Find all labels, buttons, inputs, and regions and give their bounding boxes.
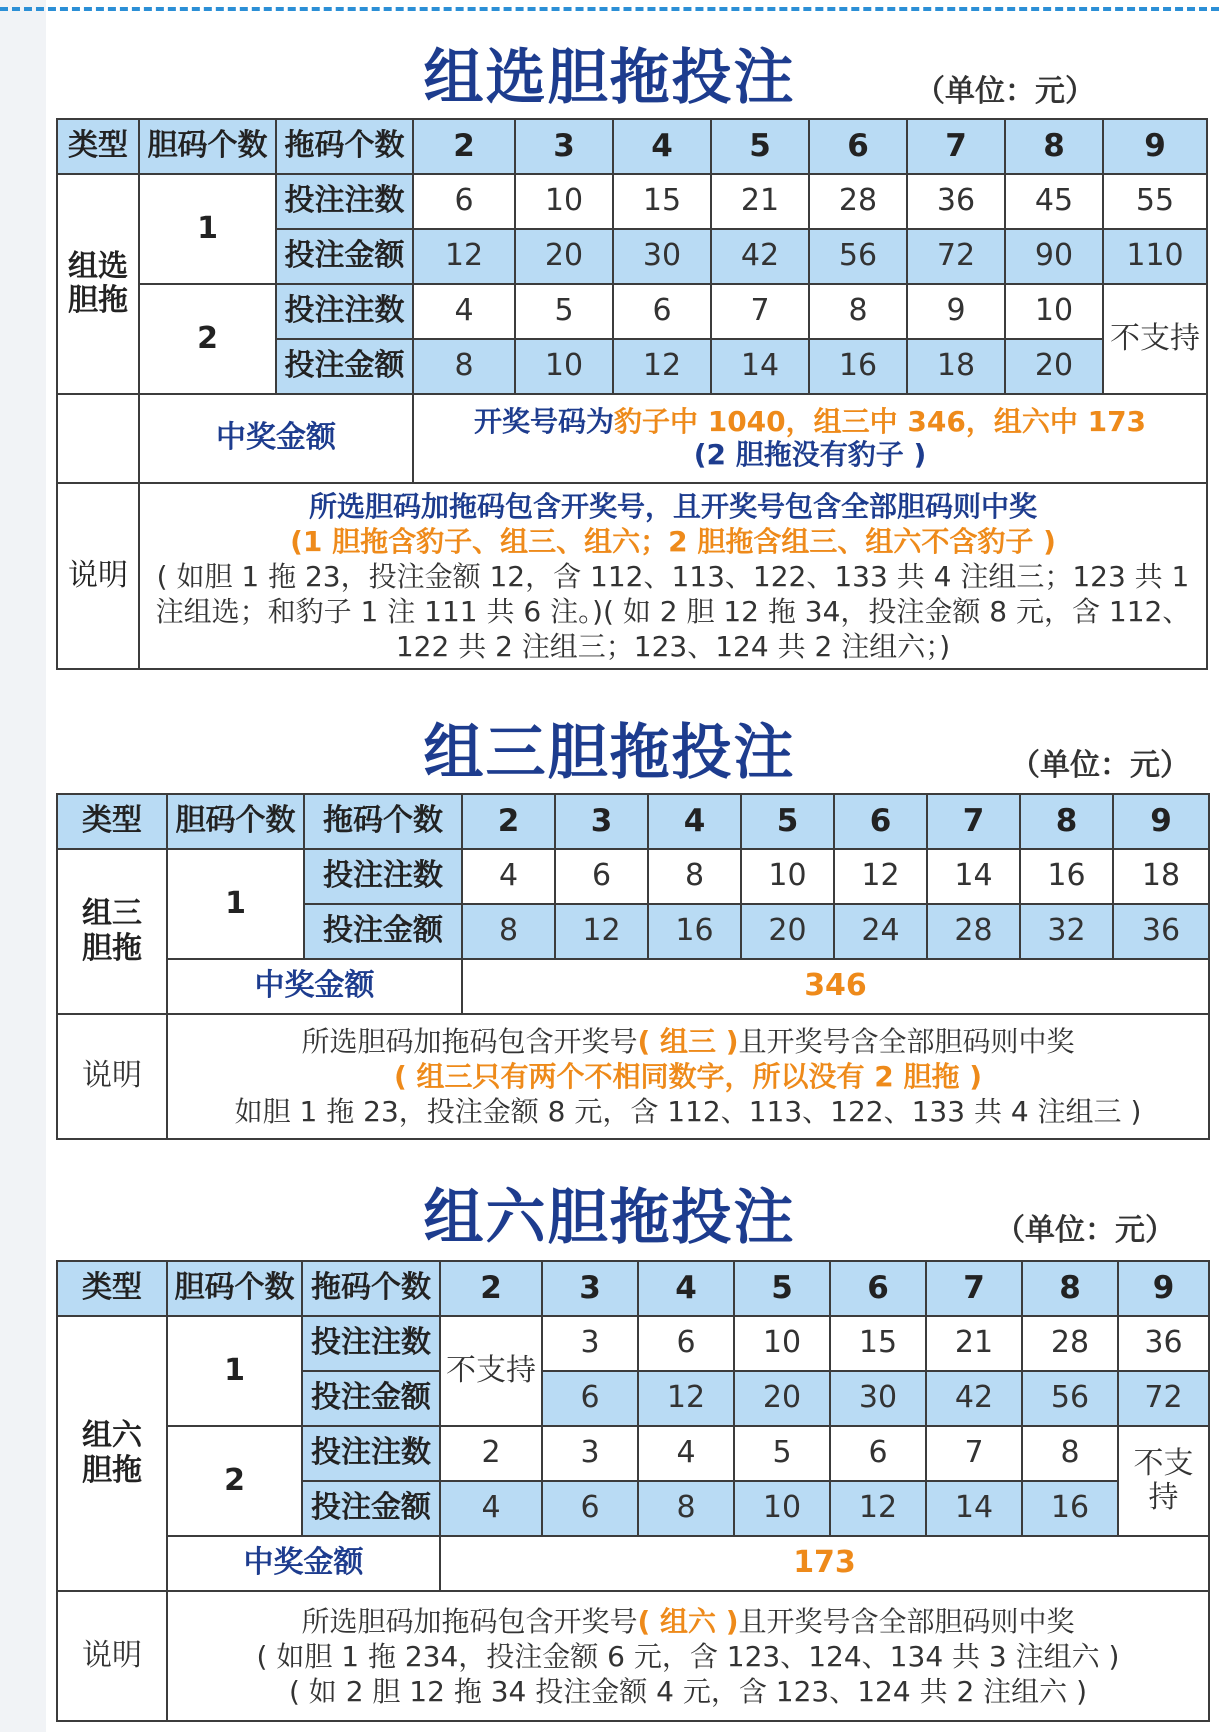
header-col: 9 <box>1113 794 1209 849</box>
note-row <box>57 1591 1209 1721</box>
bets-cell: 36 <box>907 174 1005 229</box>
amount-cell: 12 <box>555 904 648 959</box>
table-row <box>57 1426 1209 1481</box>
note-highlight: ( 组三 ) <box>637 1025 739 1058</box>
amount-cell: 16 <box>809 339 907 394</box>
dan-count-cell: 1 <box>167 1316 302 1426</box>
bets-cell: 45 <box>1005 174 1103 229</box>
amount-cell: 24 <box>834 904 927 959</box>
amount-cell: 42 <box>711 229 809 284</box>
header-col: 7 <box>926 1261 1022 1316</box>
prize-row <box>57 959 1209 1014</box>
note-content <box>139 483 1207 669</box>
prize-row <box>57 394 1207 483</box>
unit-label: （单位：元） <box>995 1213 1175 1248</box>
table-row <box>57 174 1207 229</box>
bets-cell: 8 <box>809 284 907 339</box>
header-col: 8 <box>1005 119 1103 174</box>
header-col: 5 <box>711 119 809 174</box>
header-type: 类型 <box>57 794 167 849</box>
dan-count-cell: 1 <box>167 849 304 959</box>
note-content <box>167 1591 1209 1721</box>
table-row <box>57 1316 1209 1371</box>
row-label-bets: 投注注数 <box>276 174 413 229</box>
amount-cell: 30 <box>613 229 711 284</box>
bets-cell: 10 <box>734 1316 830 1371</box>
amount-cell: 18 <box>907 339 1005 394</box>
row-label-bets: 投注注数 <box>304 849 462 904</box>
bets-cell: 2 <box>440 1426 542 1481</box>
zusan-dantuo-table <box>56 793 1210 1140</box>
prize-value: 346 <box>462 959 1209 1014</box>
bets-cell: 28 <box>1022 1316 1118 1371</box>
amount-cell: 72 <box>907 229 1005 284</box>
note-line: ( 如胆 1 拖 234，投注金额 6 元，含 123、124、134 共 3 注组六 ) <box>256 1639 1120 1673</box>
bets-cell: 55 <box>1103 174 1207 229</box>
row-label-amount: 投注金额 <box>276 339 413 394</box>
dan-count-cell: 1 <box>139 174 276 284</box>
table-row <box>57 284 1207 339</box>
bets-cell: 4 <box>462 849 555 904</box>
bets-cell: 5 <box>515 284 613 339</box>
bets-cell: 3 <box>542 1316 638 1371</box>
prize-value: 173 <box>440 1536 1209 1591</box>
amount-cell: 28 <box>927 904 1020 959</box>
unit-label: （单位：元） <box>915 74 1095 109</box>
type-cell: 组六 胆拖 <box>57 1316 167 1591</box>
amount-cell: 16 <box>648 904 741 959</box>
amount-cell: 14 <box>711 339 809 394</box>
header-row <box>57 794 1209 849</box>
bets-cell: 16 <box>1020 849 1113 904</box>
bets-cell: 18 <box>1113 849 1209 904</box>
amount-cell: 6 <box>542 1371 638 1426</box>
prize-label: 中奖金额 <box>167 959 462 1014</box>
header-col: 3 <box>542 1261 638 1316</box>
amount-cell: 12 <box>613 339 711 394</box>
header-col: 4 <box>648 794 741 849</box>
bets-cell: 7 <box>711 284 809 339</box>
amount-cell: 8 <box>413 339 515 394</box>
note-line: ( 如 2 胆 12 拖 34 投注金额 4 元，含 123、124 共 2 注组六 ) <box>288 1674 1088 1708</box>
bets-cell: 10 <box>515 174 613 229</box>
header-col: 3 <box>515 119 613 174</box>
note-line: ( 组三只有两个不相同数字，所以没有 2 胆拖 ) <box>393 1060 983 1093</box>
prize-label: 中奖金额 <box>167 1536 440 1591</box>
prize-sub: (2 胆拖没有豹子 ) <box>693 437 927 471</box>
not-supported-cell: 不支持 <box>1118 1426 1209 1536</box>
bets-cell: 4 <box>638 1426 734 1481</box>
bets-cell: 5 <box>734 1426 830 1481</box>
table-row <box>57 849 1209 904</box>
dan-count-cell: 2 <box>139 284 276 394</box>
header-col: 7 <box>927 794 1020 849</box>
header-col: 7 <box>907 119 1005 174</box>
header-tuo-count: 拖码个数 <box>304 794 462 849</box>
header-type: 类型 <box>57 119 139 174</box>
note-label: 说明 <box>57 1014 167 1139</box>
header-col: 9 <box>1118 1261 1209 1316</box>
amount-cell: 10 <box>515 339 613 394</box>
header-dan-count: 胆码个数 <box>167 794 304 849</box>
amount-cell: 36 <box>1113 904 1209 959</box>
note-line: ( 如胆 1 拖 23，投注金额 12，含 112、113、122、133 共 4 注组三；123 共 1 注组选；和豹子 1 注 111 共 6 注。)( 如 2 胆 12 拖 34，投注金额 8 元，含 112、122 共 2 注组三；123、124 共 2 注组六；) <box>155 559 1191 663</box>
amount-cell: 6 <box>542 1481 638 1536</box>
top-dashed-divider <box>0 7 1219 11</box>
note-label: 说明 <box>57 1591 167 1721</box>
note-line: 所选胆码加拖码包含开奖号，且开奖号包含全部胆码则中奖 <box>308 489 1037 523</box>
type-cell: 组选 胆拖 <box>57 174 139 394</box>
prize-row <box>57 1536 1209 1591</box>
note-row <box>57 483 1207 669</box>
prize-label: 中奖金额 <box>139 394 413 483</box>
header-tuo-count: 拖码个数 <box>276 119 413 174</box>
header-col: 4 <box>638 1261 734 1316</box>
bets-cell: 10 <box>741 849 834 904</box>
amount-cell: 8 <box>638 1481 734 1536</box>
row-label-bets: 投注注数 <box>302 1426 440 1481</box>
header-col: 2 <box>462 794 555 849</box>
note-line: 且开奖号含全部胆码则中奖 <box>738 1604 1075 1638</box>
bets-cell: 28 <box>809 174 907 229</box>
amount-cell: 16 <box>1022 1481 1118 1536</box>
note-line: 所选胆码加拖码包含开奖号 <box>301 1025 638 1058</box>
header-col: 2 <box>440 1261 542 1316</box>
section-title-zusan: 组三胆拖投注 <box>423 718 796 788</box>
zuliu-dantuo-table <box>56 1260 1210 1722</box>
prize-prefix: 开奖号码为 <box>473 405 614 439</box>
amount-cell: 56 <box>1022 1371 1118 1426</box>
bets-cell: 21 <box>711 174 809 229</box>
amount-cell: 20 <box>515 229 613 284</box>
header-col: 2 <box>413 119 515 174</box>
header-tuo-count: 拖码个数 <box>302 1261 440 1316</box>
prize-value <box>413 394 1207 483</box>
bets-cell: 15 <box>830 1316 926 1371</box>
type-cell: 组三 胆拖 <box>57 849 167 1014</box>
header-col: 8 <box>1020 794 1113 849</box>
note-line: 且开奖号含全部胆码则中奖 <box>738 1025 1075 1058</box>
header-dan-count: 胆码个数 <box>167 1261 302 1316</box>
amount-cell: 56 <box>809 229 907 284</box>
bets-cell: 3 <box>542 1426 638 1481</box>
header-col: 5 <box>734 1261 830 1316</box>
amount-cell: 10 <box>734 1481 830 1536</box>
row-label-amount: 投注金额 <box>276 229 413 284</box>
bets-cell: 8 <box>1022 1426 1118 1481</box>
dan-count-cell: 2 <box>167 1426 302 1536</box>
note-highlight: ( 组六 ) <box>637 1604 739 1638</box>
zuxuan-dantuo-table <box>56 118 1208 670</box>
header-col: 6 <box>809 119 907 174</box>
bets-cell: 6 <box>830 1426 926 1481</box>
header-dan-count: 胆码个数 <box>139 119 276 174</box>
bets-cell: 4 <box>413 284 515 339</box>
note-line: 所选胆码加拖码包含开奖号 <box>301 1604 638 1638</box>
header-col: 4 <box>613 119 711 174</box>
section-title-zuxuan: 组选胆拖投注 <box>423 43 796 113</box>
bets-cell: 6 <box>413 174 515 229</box>
note-label: 说明 <box>57 483 139 669</box>
bets-cell: 12 <box>834 849 927 904</box>
section-title-zuliu: 组六胆拖投注 <box>423 1183 796 1253</box>
amount-cell: 42 <box>926 1371 1022 1426</box>
note-line: (1 胆拖含豹子、组三、组六；2 胆拖含组三、组六不含豹子 ) <box>290 524 1056 558</box>
type-spacer <box>57 394 139 483</box>
row-label-bets: 投注注数 <box>302 1316 440 1371</box>
note-content <box>167 1014 1209 1139</box>
header-col: 5 <box>741 794 834 849</box>
amount-cell: 12 <box>830 1481 926 1536</box>
row-label-bets: 投注注数 <box>276 284 413 339</box>
bets-cell: 10 <box>1005 284 1103 339</box>
amount-cell: 90 <box>1005 229 1103 284</box>
amount-cell: 32 <box>1020 904 1113 959</box>
note-line: 如胆 1 拖 23，投注金额 8 元，含 112、113、122、133 共 4 注组三 ) <box>234 1095 1142 1128</box>
header-col: 9 <box>1103 119 1207 174</box>
header-col: 8 <box>1022 1261 1118 1316</box>
header-row <box>57 1261 1209 1316</box>
bets-cell: 21 <box>926 1316 1022 1371</box>
amount-cell: 72 <box>1118 1371 1209 1426</box>
not-supported-cell: 不支持 <box>440 1316 542 1426</box>
amount-cell: 20 <box>1005 339 1103 394</box>
prize-main: 豹子中 1040，组三中 346，组六中 173 <box>613 405 1147 439</box>
bets-cell: 36 <box>1118 1316 1209 1371</box>
header-col: 3 <box>555 794 648 849</box>
header-row <box>57 119 1207 174</box>
not-supported-cell: 不支持 <box>1103 284 1207 394</box>
amount-cell: 12 <box>638 1371 734 1426</box>
bets-cell: 6 <box>555 849 648 904</box>
bets-cell: 6 <box>613 284 711 339</box>
bets-cell: 6 <box>638 1316 734 1371</box>
amount-cell: 20 <box>741 904 834 959</box>
row-label-amount: 投注金额 <box>302 1371 440 1426</box>
amount-cell: 14 <box>926 1481 1022 1536</box>
row-label-amount: 投注金额 <box>302 1481 440 1536</box>
amount-cell: 4 <box>440 1481 542 1536</box>
amount-cell: 30 <box>830 1371 926 1426</box>
note-row <box>57 1014 1209 1139</box>
unit-label: （单位：元） <box>1010 748 1190 783</box>
header-col: 6 <box>834 794 927 849</box>
bets-cell: 15 <box>613 174 711 229</box>
amount-cell: 8 <box>462 904 555 959</box>
amount-cell: 110 <box>1103 229 1207 284</box>
amount-cell: 12 <box>413 229 515 284</box>
bets-cell: 7 <box>926 1426 1022 1481</box>
row-label-amount: 投注金额 <box>304 904 462 959</box>
bets-cell: 14 <box>927 849 1020 904</box>
left-margin-band <box>0 0 46 1732</box>
header-type: 类型 <box>57 1261 167 1316</box>
bets-cell: 9 <box>907 284 1005 339</box>
bets-cell: 8 <box>648 849 741 904</box>
header-col: 6 <box>830 1261 926 1316</box>
amount-cell: 20 <box>734 1371 830 1426</box>
